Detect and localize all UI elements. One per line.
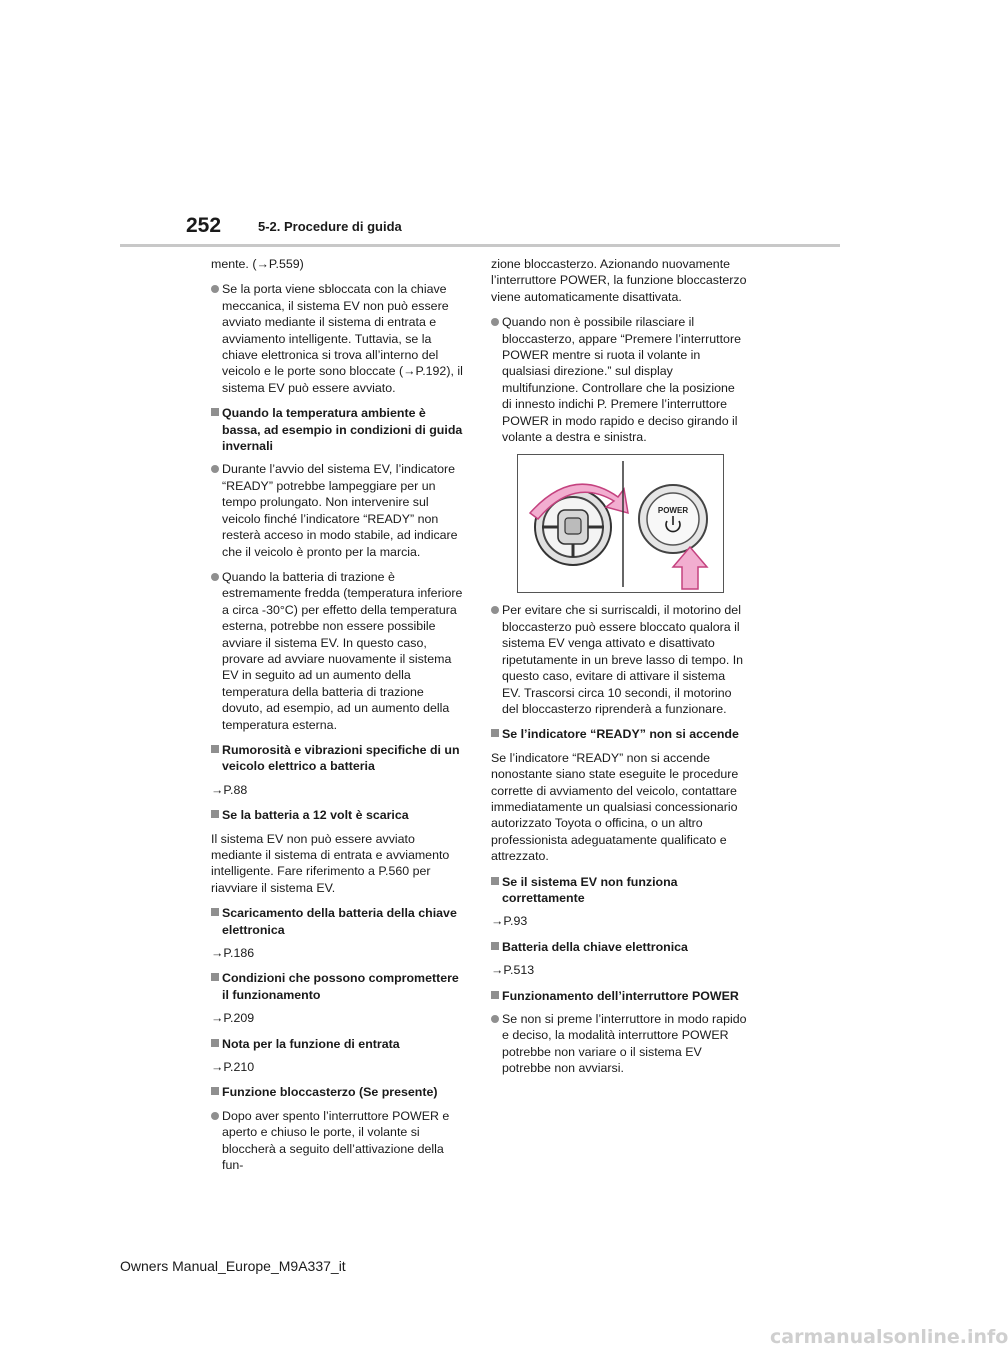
heading-conditions: Condizioni che possono compromettere il funzionamento — [211, 970, 467, 1003]
paragraph-12v-battery: Il sistema EV non può essere avviato mediante il sistema di entrata e avviamento intelligente. Fare riferimento a P.560 per riavviare il sistema EV. — [211, 831, 450, 895]
heading-key-battery: Batteria della chiave elettronica — [491, 939, 747, 955]
steering-power-figure — [517, 454, 724, 593]
bullet-release-lock: Quando non è possibile rilasciare il bloccasterzo, appare “Premere l’interruttore POWER mentre si ruota il volante in qualsiasi direzione.” sul display multifunzione. Controllare che la posizione di innesto indichi P. Premere l’interruttore POWER in modo rapido e deciso girando il volante a destra e sinistra. — [491, 314, 747, 445]
bullet-cold-battery: Quando la batteria di trazione è estremamente fredda (temperatura inferiore a circa -30°C) per effetto della temperatura esterna, potrebbe non essere possibile avviare il sistema EV. In questo caso, provare ad avviare nuovamente il sistema EV in seguito ad un aumento della temperatura della batteria di trazione dovuto, ad esempio, ad un aumento della temperatura esterna. — [211, 569, 467, 733]
heading-power-switch: Funzionamento dell’interruttore POWER — [491, 988, 747, 1004]
bullet-mechanical-key: Se la porta viene sbloccata con la chiave meccanica, il sistema EV non può essere avviato mediante il sistema di entrata e avviamento intelligente. Tuttavia, se la chiave elettronica si trova all’interno del veicolo e le porte sono bloccate (→P.192), il sistema EV può essere avviato. — [211, 281, 467, 396]
page-reference: →P.209 — [211, 1011, 255, 1026]
heading-low-temperature: Quando la temperatura ambiente è bassa, ad esempio in condizioni di guida invernali — [211, 405, 467, 454]
paragraph-ready-not-lit: Se l’indicatore “READY” non si accende nonostante siano state eseguite le procedure corrette di avviamento del veicolo, contattare immediatamente un qualsiasi concessionario autorizzato Toyota o officina, o un altro professionista adeguatamente qualificato e attrezzato. — [491, 750, 739, 864]
page-reference: →P.186 — [211, 946, 255, 961]
power-button-icon — [639, 485, 707, 553]
heading-ev-malfunction: Se il sistema EV non funziona correttamente — [491, 874, 747, 907]
page-reference: →P.513 — [491, 963, 535, 978]
header-divider — [120, 244, 840, 247]
heading-steering-lock: Funzione bloccasterzo (Se presente) — [211, 1084, 467, 1100]
continued-text: mente. (→P.559) — [211, 257, 304, 271]
power-label: POWER — [657, 506, 689, 516]
bullet-overheat: Per evitare che si surriscaldi, il motorino del bloccasterzo può essere bloccato qualora il sistema EV venga attivato e disattivato ripetutamente in un breve lasso di tempo. In questo caso, evitare di attivare il sistema EV. Trascorsi circa 10 secondi, il motorino del bloccasterzo riprenderà a funzionare. — [491, 602, 747, 717]
heading-noise-vibration: Rumorosità e vibrazioni specifiche di un veicolo elettrico a batteria — [211, 742, 467, 775]
section-title: 5-2. Procedure di guida — [258, 219, 402, 234]
bullet-power-switch: Se non si preme l’interruttore in modo rapido e deciso, la modalità interruttore POWER potrebbe non variare o il sistema EV potrebbe non avviarsi. — [491, 1011, 747, 1077]
heading-entry-note: Nota per la funzione di entrata — [211, 1036, 467, 1052]
page-reference: →P.88 — [211, 782, 248, 797]
page-reference: →P.93 — [491, 914, 528, 929]
right-column — [491, 256, 747, 1086]
bullet-steering-lock: Dopo aver spento l’interruttore POWER e aperto e chiuso le porte, il volante si bloccherà a seguito dell’attivazione della fun- — [211, 1108, 467, 1174]
bullet-ready-blink: Durante l’avvio del sistema EV, l’indicatore “READY” potrebbe lampeggiare per un tempo prolungato. Non intervenire sul veicolo finché l’indicatore “READY” non resterà acceso in modo stabile, ad indicare che il veicolo è pronto per la marcia. — [211, 461, 467, 559]
watermark: carmanualsonline.info — [770, 1326, 1008, 1348]
heading-12v-battery: Se la batteria a 12 volt è scarica — [211, 807, 467, 823]
page-reference: →P.210 — [211, 1060, 255, 1075]
heading-ready-not-lit: Se l’indicatore “READY” non si accende — [491, 726, 747, 742]
footer-manual-id: Owners Manual_Europe_M9A337_it — [120, 1258, 346, 1274]
heading-key-battery-drain: Scaricamento della batteria della chiave elettronica — [211, 905, 467, 938]
figure-illustration — [518, 455, 723, 592]
page-number: 252 — [186, 214, 222, 237]
left-column — [211, 256, 467, 1183]
continued-text: zione bloccasterzo. Azionando nuovamente l’interruttore POWER, la funzione bloccasterzo viene automaticamente disattivata. — [491, 257, 747, 304]
